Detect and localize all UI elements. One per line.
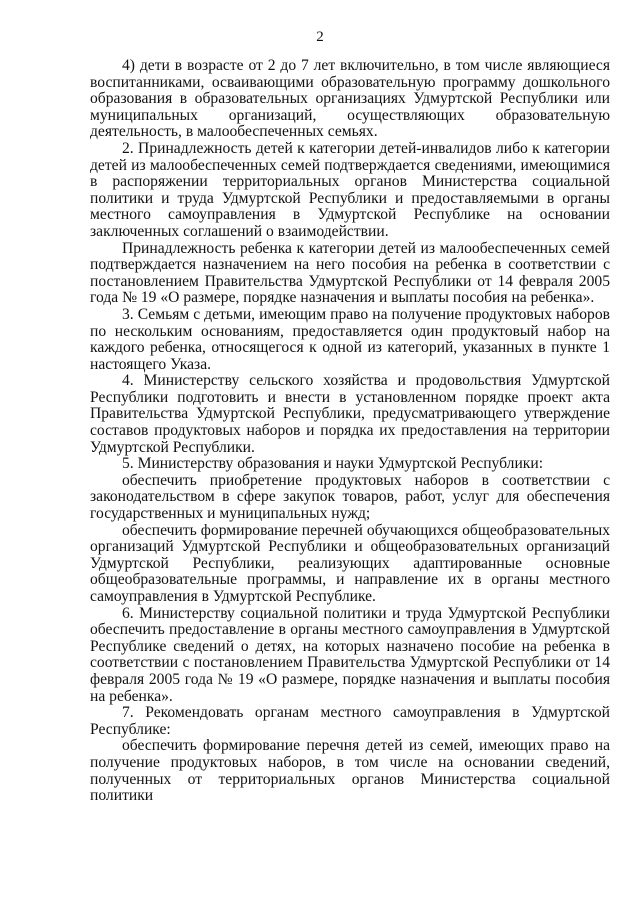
paragraph-3-one-set-per-child: 3. Семьям с детьми, имеющим право на получение продуктовых наборов по нескольким основаниям, предоставляется один продуктовый набор на каждого ребенка, относящегося к одной из категорий, указанных в пункте 1 настоящего Указа. bbox=[90, 305, 610, 373]
paragraph-5-procurement: обеспечить приобретение продуктовых наборов в соответствии с законодательством в сфере закупок товаров, работ, услуг для обеспечения государственных и муниципальных нужд; bbox=[90, 471, 610, 523]
paragraph-low-income-confirmation: Принадлежность ребенка к категории детей из малообеспеченных семей подтверждается назначением на него пособия на ребенка в соответствии с постановлением Правительства Удмуртской Республики от 14 февраля 2005 года № 19 «О размере, порядке назначения и выплаты пособия на ребенка». bbox=[90, 239, 610, 307]
paragraph-2-disabled-children: 2. Принадлежность детей к категории детей-инвалидов либо к категории детей из малообеспеченных семей подтверждается сведениями, имеющимися в распоряжении территориальных органов Министерства социальной политики и труда Удмуртской Республики и предоставляемыми в органы местного самоуправления в Удмуртской Республике на основании заключенных соглашений о взаимодействии. bbox=[90, 139, 610, 240]
paragraph-7-local-government: 7. Рекомендовать органам местного самоуправления в Удмуртской Республике: bbox=[90, 704, 610, 738]
paragraph-5-education-ministry: 5. Министерству образования и науки Удмуртской Республики: bbox=[122, 455, 544, 473]
paragraph-item-4-children: 4) дети в возрасте от 2 до 7 лет включительно, в том числе являющиеся воспитанниками, осваивающими образовательную программу дошкольного образования в образовательных организациях Удмуртской Республики или муниципальных организаций, осуществляющих образовательную деятельность, в малообеспеченных семьях. bbox=[90, 57, 610, 141]
page-number: 2 bbox=[316, 29, 324, 45]
document-body bbox=[90, 58, 610, 805]
paragraph-6-social-policy-ministry: 6. Министерству социальной политики и труда Удмуртской Республики обеспечить предоставление в органы местного самоуправления в Удмуртской Республике сведений о детях, на которых назначено пособие на ребенка в соответствии с постановлением Правительства Удмуртской Республики от 14 февраля 2005 года № 19 «О размере, порядке назначения и выплаты пособия на ребенка». bbox=[90, 604, 610, 705]
paragraph-4-agriculture-ministry: 4. Министерству сельского хозяйства и продовольствия Удмуртской Республики подготовить и внести в установленном порядке проект акта Правительства Удмуртской Республики, предусматривающего утверждение составов продуктовых наборов и порядка их предоставления на территории Удмуртской Республики. bbox=[90, 372, 610, 456]
paragraph-5-student-lists: обеспечить формирование перечней обучающихся общеобразовательных организаций Удмуртской Республики и общеобразовательных организаций Удмуртской Республики, реализующих адаптированные основные общеобразовательные программы, и направление их в органы местного самоуправления в Удмуртской Республике. bbox=[90, 521, 610, 605]
paragraph-7-children-list: обеспечить формирование перечня детей из семей, имеющих право на получение продуктовых наборов, в том числе на основании сведений, полученных от территориальных органов Министерства социальной политики bbox=[90, 737, 610, 805]
